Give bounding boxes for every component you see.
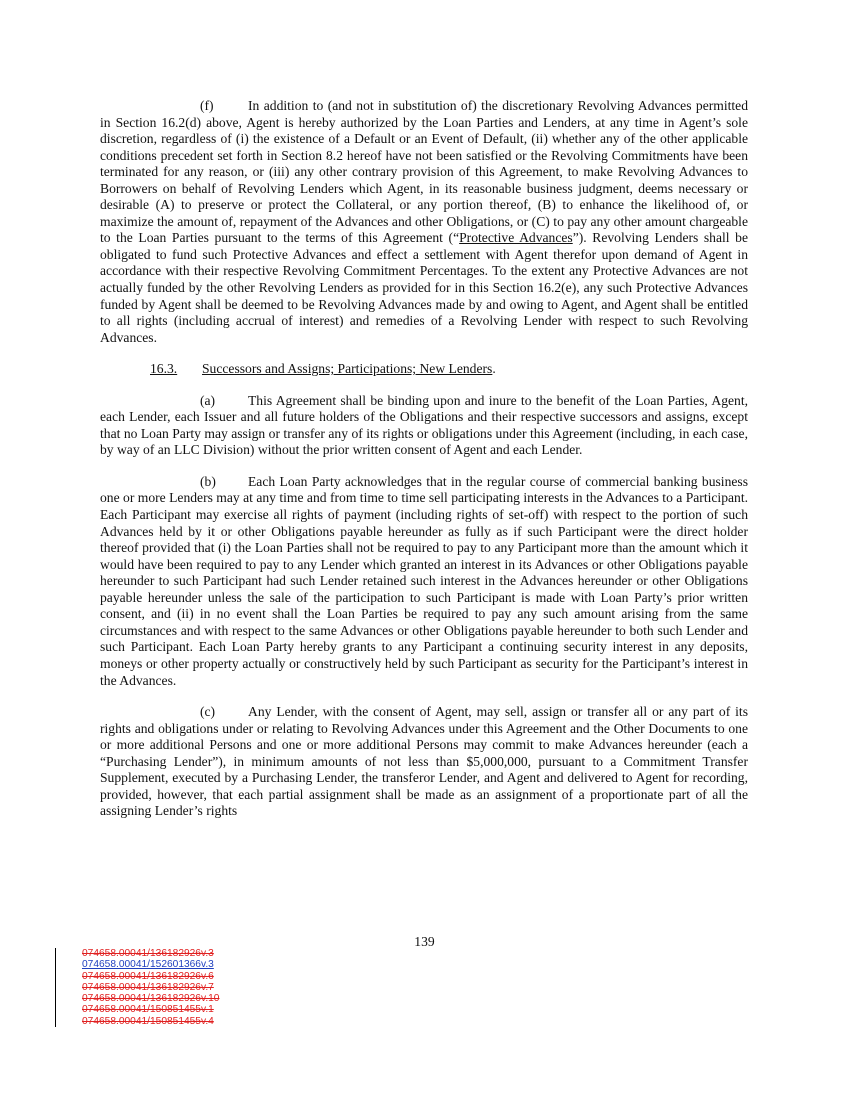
paragraph-b-text: Each Loan Party acknowledges that in the regular course of commercial banking business one or more Lenders may at any time and from time to time sell participating interests in the Advances to a Participant. Each Participant may exercise all rights of payment (including rights of set-off) with respect to the portion of such Advances held by it or other Obligations payable hereunder as fully as if such Participant were the direct holder thereof provided that (i) the Loan Parties shall not be required to pay to any Participant more than the amount which it would have been required to pay to any Lender which granted an interest in its Advances or other Obligations payable hereunder to such Participant had such Lender retained such interest in the Advances hereunder or other Obligations payable hereunder unless the sale of the participation to such Participant is made with Loan Party’s prior written consent, and (ii) in no event shall the Loan Parties be required to pay any such amount arising from the same circumstances and with respect to the same Advances or other Obligations payable hereunder to both such Lender and such Participant. Each Loan Party hereby grants to any Participant a continuing security interest in any deposits, moneys or other property actually or constructively held by such Participant as security for the Participant’s interest in the Advances. (100, 473, 748, 688)
paragraph-c-text: Any Lender, with the consent of Agent, may sell, assign or transfer all or any part of its rights and obligations under or relating to Revolving Advances under this Agreement and the Other Documents to one or more additional Persons and one or more additional Persons may commit to make Advances hereunder (each a “Purchasing Lender”), in minimum amounts of not less than $5,000,000, pursuant to a Commitment Transfer Supplement, executed by a Purchasing Lender, the transferor Lender, and Agent and delivered to Agent for recording, provided, however, that each partial assignment shall be made as an assignment of a proportionate part of all the assigning Lender’s rights (100, 704, 748, 819)
paragraph-f-text-2: ”). Revolving Lenders shall be obligated to fund such Protective Advances and effect a settlement with Agent therefor upon demand of Agent in accordance with their respective Revolving Commitment Percentages. To the extent any Protective Advances are not actually funded by the other Revolving Lenders as provided for in this Section 16.2(e), any such Protective Advances funded by Agent shall be deemed to be Revolving Advances made by and owing to Agent, and Agent shall be entitled to all rights (including accrual of interest) and remedies of a Revolving Lender with respect to such Revolving Advances. (100, 230, 749, 345)
section-number: 16.3. (150, 361, 178, 377)
paragraph-a-text: This Agreement shall be binding upon and inure to the benefit of the Loan Parties, Agent, each Lender, each Issuer and all future holders of the Obligations and their respective successors and assigns, except that no Loan Party may assign or transfer any of its rights or obligations under this Agreement (including, in each case, by way of an LLC Division) without the prior written consent of Agent and each Lender. (100, 392, 748, 458)
document-id-footer (55, 948, 219, 1027)
document-body (100, 98, 748, 820)
paragraph-f-text-1: In addition to (and not in substitution of) the discretionary Revolving Advances permitted in Section 16.2(d) above, Agent is hereby authorized by the Loan Parties and Lenders, at any time in Agent’s sole discretion, regardless of (i) the existence of a Default or an Event of Default, (ii) whether any of the other applicable conditions precedent set forth in Section 8.2 hereof have not been satisfied or the Revolving Commitments have been terminated for any reason, or (iii) any other contrary provision of this Agreement, to make Revolving Advances to Borrowers on behalf of Revolving Lenders which Agent, in its reasonable business judgment, deems necessary or desirable (A) to preserve or protect the Collateral, or any portion thereof, (B) to enhance the likelihood of, or maximize the amount of, repayment of the Advances and other Obligations, or (C) to pay any other amount chargeable to the Loan Parties pursuant to the terms of this Agreement (“ (100, 98, 748, 246)
paragraph-b (100, 474, 748, 689)
doc-id-deleted: 074658.00041/136182926v.3 (82, 948, 214, 959)
paragraph-a-label: (a) (200, 392, 216, 408)
doc-id-inserted: 074658.00041/152601366v.3 (82, 959, 214, 971)
defined-term-protective-advances: Protective Advances (459, 230, 573, 246)
paragraph-f (100, 98, 748, 346)
page-number: 139 (414, 934, 435, 949)
doc-id-deleted: 074658.00041/150851455v.4 (82, 1015, 214, 1027)
section-title-period: . (492, 361, 496, 377)
paragraph-f-label: (f) (200, 98, 214, 113)
paragraph-a (100, 393, 748, 459)
doc-id-deleted: 074658.00041/136182926v.10 (82, 993, 220, 1005)
paragraph-c (100, 704, 748, 820)
doc-id-deleted: 074658.00041/136182926v.6 (82, 970, 214, 982)
doc-id-deleted: 074658.00041/150851455v.1 (82, 1004, 214, 1016)
paragraph-b-label: (b) (200, 473, 216, 489)
doc-id-deleted: 074658.00041/136182926v.7 (82, 981, 214, 993)
section-title: Successors and Assigns; Participations; New Lenders (202, 361, 493, 377)
section-heading (100, 361, 748, 378)
paragraph-c-label: (c) (200, 704, 216, 720)
